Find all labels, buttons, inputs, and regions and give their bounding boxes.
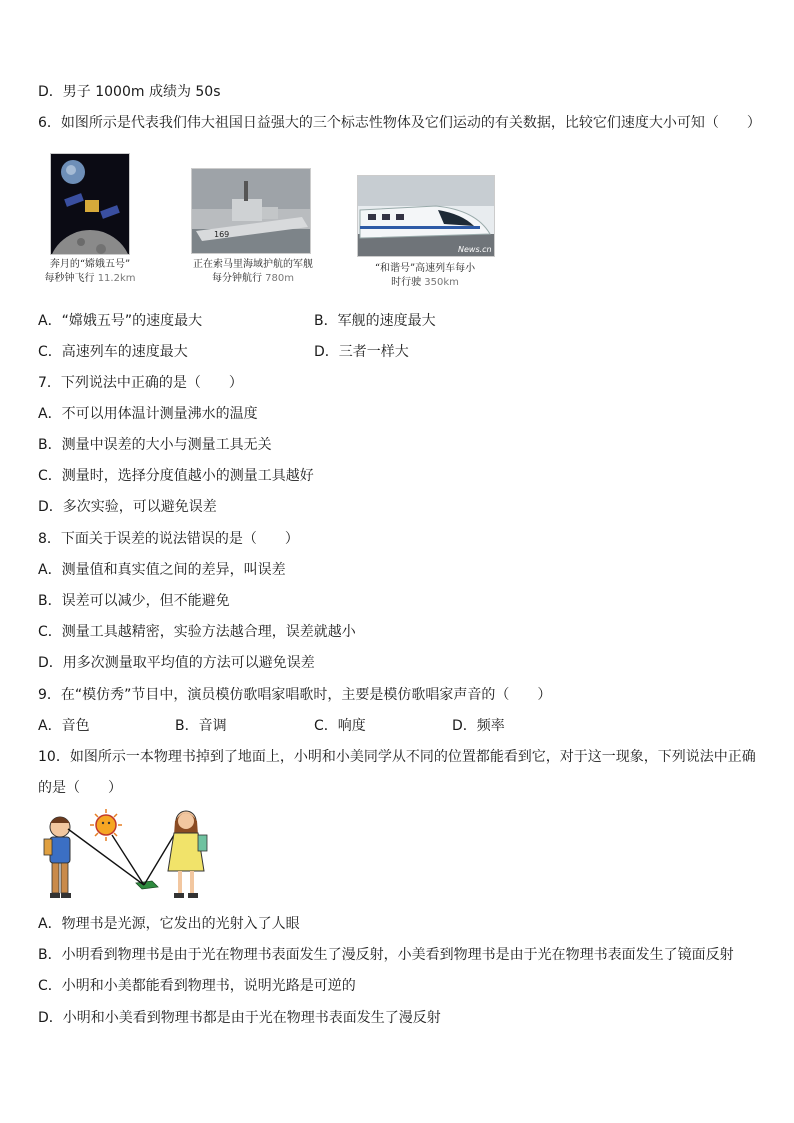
news-watermark: News.cn — [458, 245, 492, 254]
light-rays — [68, 825, 180, 885]
q9-stem: 9．在“模仿秀”节目中，演员模仿歌唱家唱歌时，主要是模仿歌唱家声音的（ ） — [38, 687, 552, 703]
q9-option-a: A．音色 — [38, 718, 90, 734]
q9-option-d: D．频率 — [452, 718, 505, 734]
q5-option-d: D．男子 1000m 成绩为 50s — [38, 84, 221, 100]
q6-image-satellite — [50, 153, 130, 255]
train-icon — [358, 176, 494, 256]
q6-caption-1: 奔月的“嫦娥五号” 每秒钟飞行 11.2km — [44, 259, 136, 284]
q6-image-warship — [191, 168, 311, 254]
q8-option-d: D．用多次测量取平均值的方法可以避免误差 — [38, 655, 315, 671]
q7-option-a: A．不可以用体温计测量沸水的温度 — [38, 406, 258, 422]
q6-caption-3: “和谐号”高速列车每小 时行驶 350km — [374, 263, 476, 288]
q10-illustration — [40, 805, 220, 905]
q6-option-b: B．军舰的速度最大 — [314, 313, 436, 329]
q6-stem: 6．如图所示是代表我们伟大祖国日益强大的三个标志性物体及它们运动的有关数据，比较它们速度大小可知（ ） — [38, 115, 761, 131]
satellite-icon — [51, 154, 129, 254]
q9-option-b: B．音调 — [175, 718, 227, 734]
q6-option-c: C．高速列车的速度最大 — [38, 344, 188, 360]
q9-option-c: C．响度 — [314, 718, 366, 734]
q10-stem-line2: 的是（ ） — [38, 780, 122, 796]
q10-option-a: A．物理书是光源，它发出的光射入了人眼 — [38, 916, 300, 932]
q6-caption-2: 正在索马里海域护航的军舰 每分钟航行 780m — [193, 259, 313, 284]
q7-option-b: B．测量中误差的大小与测量工具无关 — [38, 437, 272, 453]
q7-stem: 7．下列说法中正确的是（ ） — [38, 375, 243, 391]
q6-option-a: A．“嫦娥五号”的速度最大 — [38, 313, 203, 329]
sun-icon — [90, 809, 122, 841]
q8-option-b: B．误差可以减少，但不能避免 — [38, 593, 230, 609]
q7-option-c: C．测量时，选择分度值越小的测量工具越好 — [38, 468, 314, 484]
q8-stem: 8．下面关于误差的说法错误的是（ ） — [38, 531, 299, 547]
reflection-diagram — [40, 805, 220, 905]
q6-option-d: D．三者一样大 — [314, 344, 409, 360]
svg-text:169: 169 — [214, 230, 230, 239]
q8-option-c: C．测量工具越精密，实验方法越合理，误差就越小 — [38, 624, 356, 640]
q10-option-c: C．小明和小美都能看到物理书，说明光路是可逆的 — [38, 978, 356, 994]
q10-option-b: B．小明看到物理书是由于光在物理书表面发生了漫反射，小美看到物理书是由于光在物理书表面发生了镜面反射 — [38, 947, 734, 963]
boy-icon — [44, 817, 71, 898]
q10-option-d: D．小明和小美看到物理书都是由于光在物理书表面发生了漫反射 — [38, 1010, 441, 1026]
q6-image-train — [357, 175, 495, 257]
warship-icon — [192, 169, 310, 253]
q10-stem-line1: 10．如图所示一本物理书掉到了地面上，小明和小美同学从不同的位置都能看到它，对于这一现象，下列说法中正确 — [38, 749, 756, 765]
q8-option-a: A．测量值和真实值之间的差异，叫误差 — [38, 562, 286, 578]
q7-option-d: D．多次实验，可以避免误差 — [38, 499, 217, 515]
girl-icon — [168, 811, 207, 898]
